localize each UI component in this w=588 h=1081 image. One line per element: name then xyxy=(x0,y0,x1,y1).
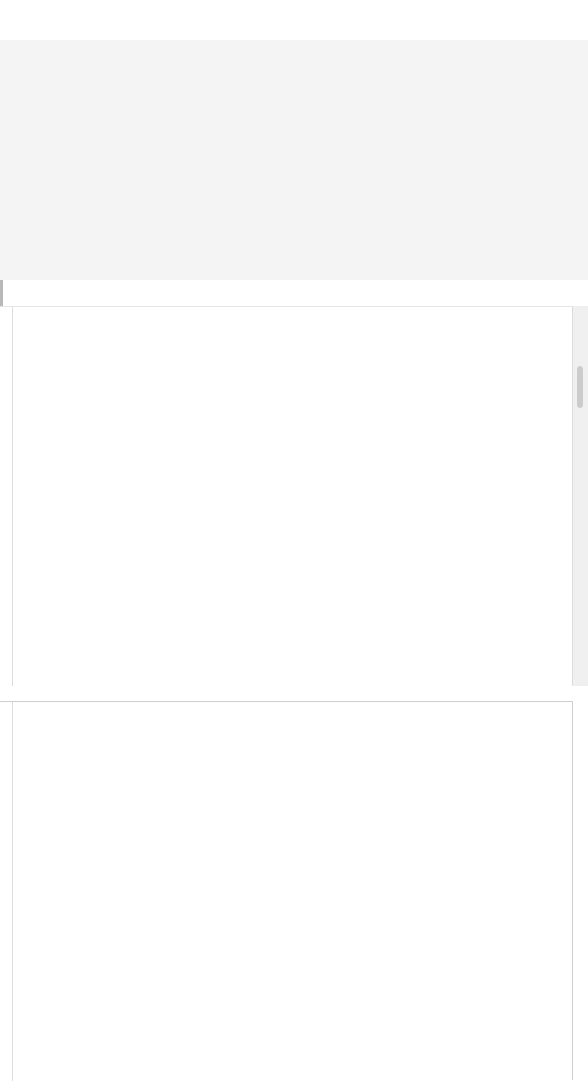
sheet-scrollbar[interactable] xyxy=(572,306,588,686)
sheet-gap xyxy=(0,686,588,701)
intro-panel xyxy=(0,40,588,280)
scrollbar-thumb[interactable] xyxy=(577,366,583,408)
income-statement-sheet xyxy=(0,306,572,687)
balance-sheet xyxy=(0,701,572,1081)
balance-sheet-edge xyxy=(572,701,588,1080)
hint-box xyxy=(0,280,588,306)
